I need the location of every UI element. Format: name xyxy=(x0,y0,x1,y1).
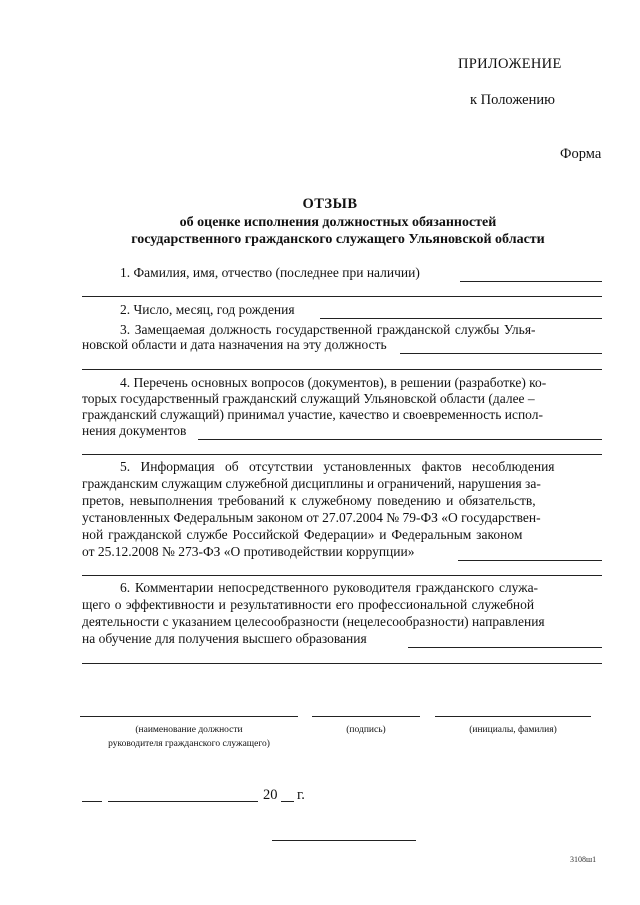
item-2-field[interactable] xyxy=(320,318,602,319)
item-5-label-c: претов, невыполнения требований к служебному поведению и обязательств, xyxy=(82,493,536,508)
item-6-field[interactable] xyxy=(408,647,602,648)
date-day-field[interactable] xyxy=(82,801,102,802)
item-5-label-b: гражданским служащим служебной дисциплины и ограничений, нарушения за- xyxy=(82,476,541,491)
item-1-field-continued[interactable] xyxy=(82,296,602,297)
item-1-field[interactable] xyxy=(460,281,602,282)
item-3-label-b: новской области и дата назначения на эту должность xyxy=(82,337,387,352)
to-regulation-label: к Положению xyxy=(470,92,555,108)
bottom-signature-line[interactable] xyxy=(272,840,416,841)
item-1-label: 1. Фамилия, имя, отчество (последнее при наличии) xyxy=(120,265,420,280)
document-subtitle-2: государственного гражданского служащего Ульяновской области xyxy=(131,232,545,247)
item-4-field[interactable] xyxy=(198,439,602,440)
signature-caption: (подпись) xyxy=(346,725,386,735)
position-signature-line[interactable] xyxy=(80,716,298,717)
appendix-heading: ПРИЛОЖЕНИЕ xyxy=(458,56,562,72)
date-year-prefix: 20 xyxy=(263,787,278,803)
initials-line[interactable] xyxy=(435,716,591,717)
date-year-field[interactable] xyxy=(281,801,294,802)
item-5-label-a: 5. Информация об отсутствии установленных фактов несоблюдения xyxy=(120,459,555,474)
item-6-label-c: деятельности с указанием целесообразности (нецелесообразности) направления xyxy=(82,614,545,629)
initials-caption: (инициалы, фамилия) xyxy=(469,725,557,735)
item-6-label-b: щего о эффективности и результативности его профессиональной служебной xyxy=(82,597,535,612)
item-4-label-a: 4. Перечень основных вопросов (документов), в решении (разработке) ко- xyxy=(120,375,547,390)
item-2-label: 2. Число, месяц, год рождения xyxy=(120,302,295,317)
document-title: ОТЗЫВ xyxy=(302,196,358,212)
item-5-label-d: установленных Федеральным законом от 27.07.2004 № 79-ФЗ «О государствен- xyxy=(82,510,541,525)
item-3-label-a: 3. Замещаемая должность государственной гражданской службы Улья- xyxy=(120,322,536,337)
item-6-label-d: на обучение для получения высшего образования xyxy=(82,631,367,646)
item-5-label-e: ной гражданской службе Российской Федерации» и Федеральным законом xyxy=(82,527,523,542)
date-month-field[interactable] xyxy=(108,801,258,802)
item-4-field-continued[interactable] xyxy=(82,454,602,455)
document-code: 3108ш1 xyxy=(570,855,597,864)
item-3-field-continued[interactable] xyxy=(82,369,602,370)
item-4-label-d: нения документов xyxy=(82,423,187,438)
item-6-label-a: 6. Комментарии непосредственного руководителя гражданского служа- xyxy=(120,580,539,595)
item-4-label-c: гражданский служащий) принимал участие, качество и своевременность испол- xyxy=(82,407,543,422)
item-6-field-continued[interactable] xyxy=(82,663,602,664)
date-year-suffix: г. xyxy=(297,787,305,803)
position-caption-2: руководителя гражданского служащего) xyxy=(108,739,270,749)
document-subtitle-1: об оценке исполнения должностных обязанностей xyxy=(179,215,497,230)
item-3-field[interactable] xyxy=(400,353,602,354)
signature-line[interactable] xyxy=(312,716,420,717)
item-4-label-b: торых государственный гражданский служащий Ульяновской области (далее – xyxy=(82,391,535,406)
item-5-field-continued[interactable] xyxy=(82,575,602,576)
item-5-field[interactable] xyxy=(458,560,602,561)
position-caption-1: (наименование должности xyxy=(135,725,243,735)
item-5-label-f: от 25.12.2008 № 273-ФЗ «О противодействии коррупции» xyxy=(82,544,415,559)
form-label: Форма xyxy=(560,146,602,162)
